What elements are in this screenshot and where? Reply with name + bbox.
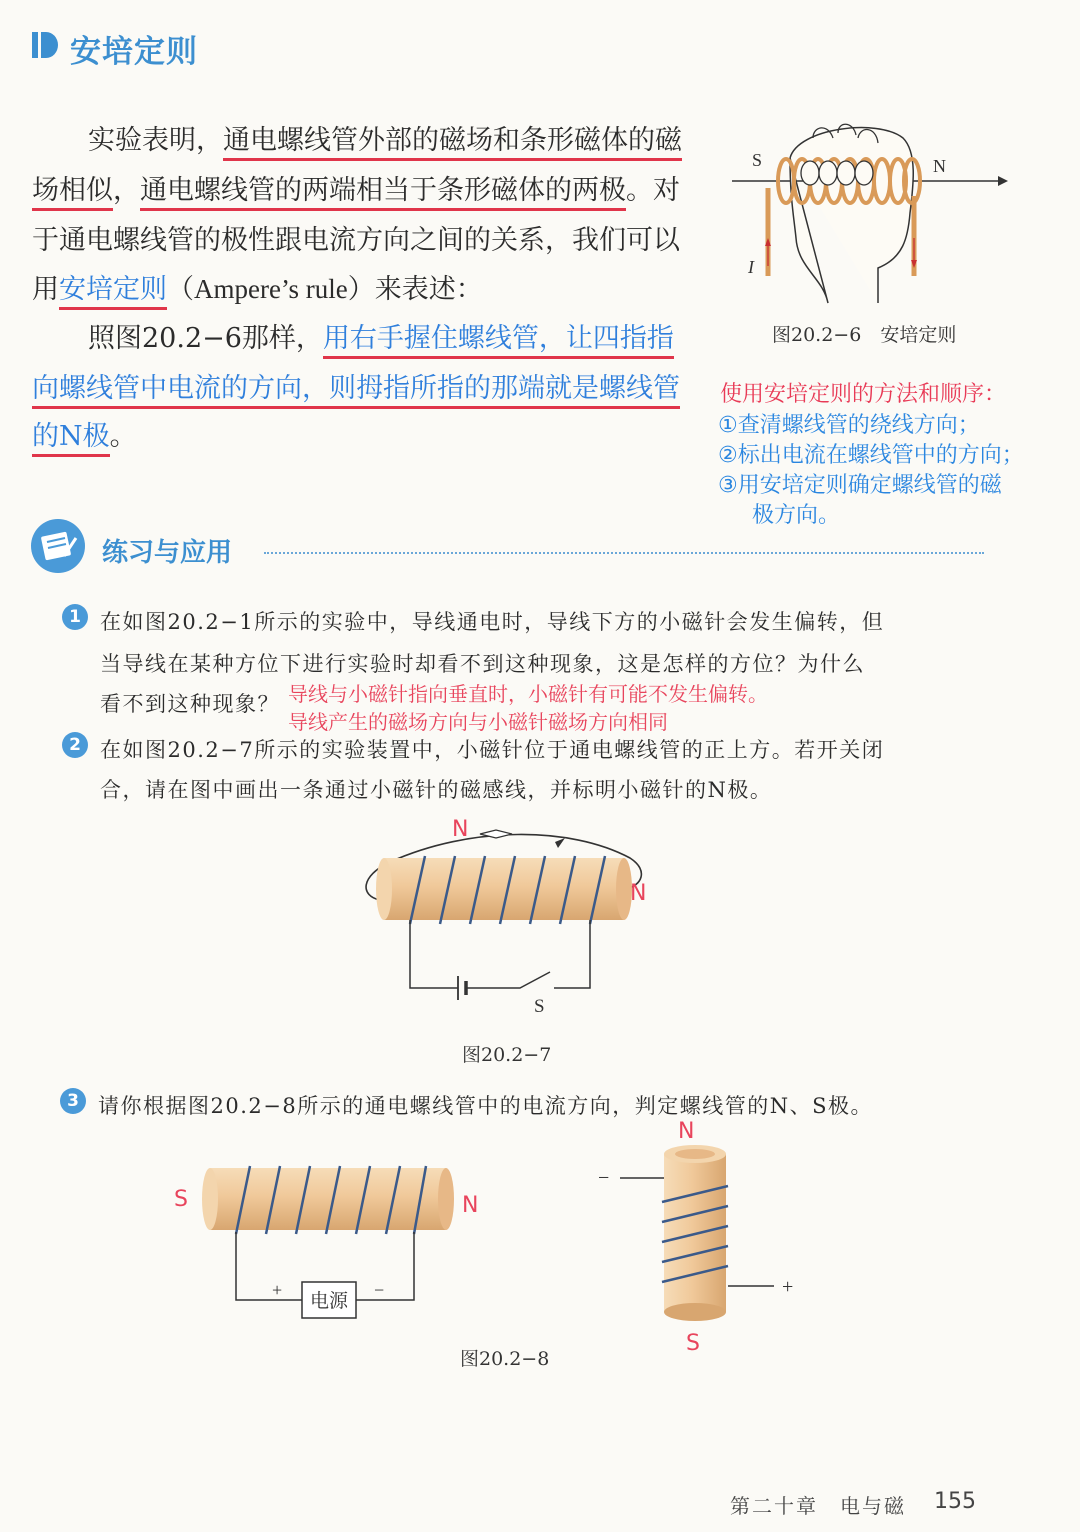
exercise-title: 练习与应用 [102, 538, 233, 568]
figure-20-2-7-caption: 图20.2−7 [462, 1044, 552, 1066]
paragraph-line-1: 实验表明，通电螺线管外部的磁场和条形磁体的磁 [88, 124, 682, 158]
margin-note-step-1: ①查清螺线管的绕线方向； [718, 413, 980, 438]
paragraph-line-3: 于通电螺线管的极性跟电流方向之间的关系，我们可以 [32, 225, 680, 256]
ampere-rule-figure [728, 118, 1008, 308]
paragraph-line-6: 向螺线管中电流的方向，则拇指所指的那端就是螺线管 [32, 372, 680, 406]
section-title: 安培定则 [70, 34, 198, 70]
paragraph-line-2: 场相似，通电螺线管的两端相当于条形磁体的两极。对 [32, 174, 680, 208]
question-2-line-1: 在如图20.2−7所示的实验装置中，小磁针位于通电螺线管的正上方。若开关闭 [100, 738, 885, 762]
figure-label-n: N [933, 156, 946, 176]
figure-label-i: I [748, 257, 754, 277]
question-3-number: 3 [60, 1088, 86, 1114]
right-n-label: N [678, 1119, 695, 1144]
question-1-line-1: 在如图20.2−1所示的实验中，导线通电时，导线下方的小磁针会发生偏转，但 [100, 610, 885, 634]
section-marker-icon [32, 30, 58, 60]
exercise-icon [30, 518, 86, 574]
left-n-label: N [462, 1193, 479, 1218]
margin-note-step-2: ②标出电流在螺线管中的方向； [718, 443, 1024, 468]
right-s-label: S [686, 1331, 700, 1356]
figure-20-2-8-caption: 图20.2−8 [460, 1348, 550, 1370]
solenoid-n-label: N [630, 881, 647, 906]
paragraph-line-5: 照图20.2−6那样，用右手握住螺线管，让四指指 [88, 322, 674, 356]
switch-label: S [534, 996, 545, 1017]
right-minus-label: − [598, 1167, 610, 1189]
question-1-answer-2: 导线产生的磁场方向与小磁针磁场方向相同 [288, 710, 668, 734]
figure-label-s: S [752, 150, 763, 170]
margin-note-step-3: ③用安培定则确定螺线管的磁 [718, 473, 1002, 498]
question-3-line-1: 请你根据图20.2−8所示的通电螺线管中的电流方向，判定螺线管的N、S极。 [98, 1094, 873, 1118]
paragraph-line-4: 用安培定则（Ampere’s rule）来表述： [32, 272, 483, 307]
figure-20-2-8-right [590, 1114, 810, 1364]
footer-chapter: 第二十章 电与磁 [730, 1494, 906, 1518]
right-plus-label: + [782, 1276, 794, 1298]
figure-20-2-6-caption: 图20.2−6 安培定则 [772, 324, 957, 346]
needle-n-label: N [452, 817, 469, 842]
question-1-line-2: 当导线在某种方位下进行实验时却看不到这种现象，这是怎样的方位？为什么 [100, 652, 865, 676]
figure-20-2-8-left [168, 1160, 508, 1330]
margin-note-title: 使用安培定则的方法和顺序： [720, 382, 1007, 407]
question-1-line-3: 看不到这种现象？ [100, 692, 280, 716]
power-minus-label: − [374, 1280, 385, 1300]
power-plus-label: + [272, 1280, 283, 1300]
paragraph-line-7: 的N极。 [32, 420, 137, 454]
question-2-number: 2 [62, 732, 88, 758]
power-source-label: 电源 [309, 1290, 349, 1312]
left-s-label: S [174, 1187, 188, 1212]
margin-note-step-3-cont: 极方向。 [752, 503, 841, 528]
page-number: 155 [934, 1489, 976, 1514]
question-1-number: 1 [62, 604, 88, 630]
figure-20-2-7 [350, 816, 670, 1026]
question-2-line-2: 合，请在图中画出一条通过小磁针的磁感线，并标明小磁针的N极。 [100, 778, 773, 802]
exercise-divider [264, 552, 984, 554]
question-1-answer-1: 导线与小磁针指向垂直时，小磁针有可能不发生偏转。 [288, 682, 768, 706]
